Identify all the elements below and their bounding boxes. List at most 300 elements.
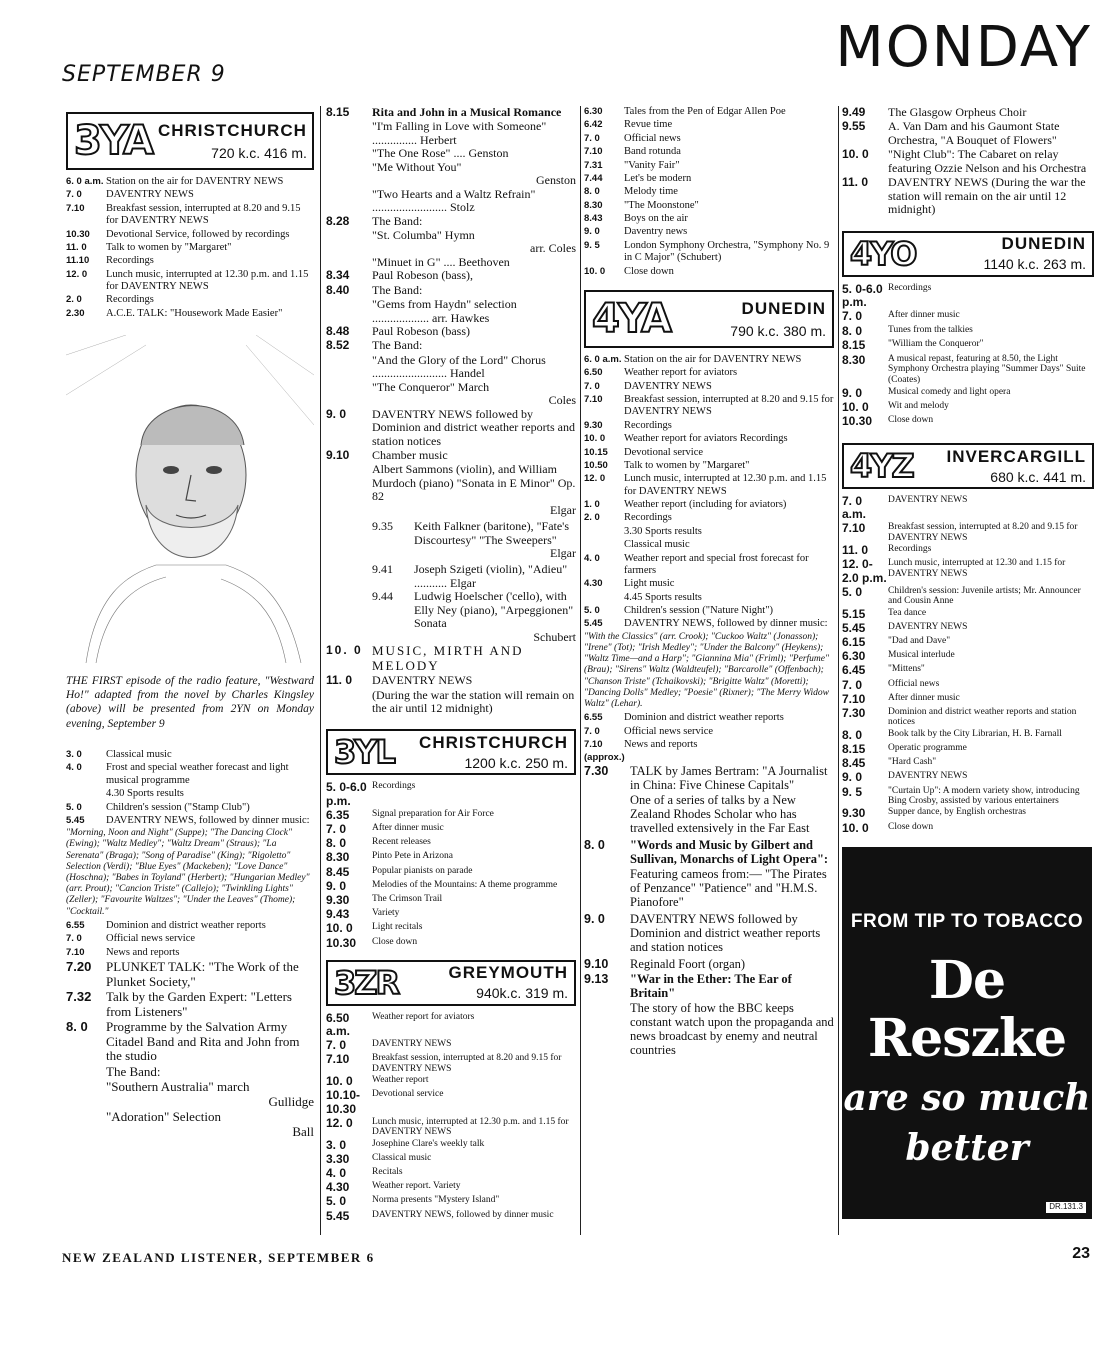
program: DAVENTRY NEWS, followed by dinner music: <box>624 618 828 630</box>
band-item: "Adoration" Selection <box>106 1108 221 1124</box>
time: 5. 0-6.0 p.m. <box>842 281 883 309</box>
time: 9.30 <box>584 419 603 431</box>
program: A.C.E. TALK: "Housework Made Easier" <box>106 307 283 319</box>
ad-headline: FROM TIP TO TOBACCO <box>850 910 1084 932</box>
station-logo: 3ZR <box>334 963 399 1002</box>
schedule-entry <box>326 1075 576 1088</box>
schedule-entry <box>842 707 1094 728</box>
program: "War in the Ether: The Ear of Britain" <box>630 971 792 1000</box>
time: 9. 0 <box>584 911 605 926</box>
time: 9. 0 <box>842 385 863 400</box>
program: Recordings <box>888 544 932 555</box>
time: 8.15 <box>842 741 866 756</box>
program: Official news service <box>106 933 196 945</box>
program: Tales from the Pen of Edgar Allen Poe <box>624 106 786 117</box>
item: Joseph Szigeti (violin), "Adieu" ........... Elgar <box>414 562 568 590</box>
program: Weather report (including for aviators) <box>624 499 787 510</box>
schedule-entry <box>66 960 314 989</box>
schedule-entry <box>66 229 314 241</box>
program: Recordings <box>624 419 672 431</box>
time: 11. 0 <box>842 543 869 558</box>
time: 6.55 <box>584 712 603 724</box>
time: 9. 0 <box>326 878 347 893</box>
schedule-entry <box>66 933 314 945</box>
station-freq: 790 k.c. 380 m. <box>730 322 826 339</box>
program: Devotional Service, followed by recordings <box>106 228 290 240</box>
time: 8. 0 <box>66 1019 88 1035</box>
time: 8.34 <box>326 268 350 283</box>
item: Elgar <box>550 546 576 560</box>
program: Melodies of the Mountains: A theme programme <box>372 879 558 890</box>
time: 4. 0 <box>584 552 600 564</box>
time: 7.10 <box>584 146 603 158</box>
schedule-entry <box>584 605 834 617</box>
program: Talk to women by "Margaret" <box>106 241 232 253</box>
time: 8.15 <box>842 338 866 353</box>
time: 6.35 <box>326 807 350 822</box>
schedule-entry <box>584 186 834 198</box>
station-city: GREYMOUTH <box>448 963 568 983</box>
time: 9.30 <box>326 892 350 907</box>
program: Classical music <box>106 749 172 760</box>
time: 7. 0 a.m. <box>842 493 867 522</box>
column-divider <box>320 106 321 1235</box>
program: Musical interlude <box>888 650 955 661</box>
schedule-entry <box>584 473 834 498</box>
schedule-entry <box>842 729 1094 742</box>
column-1 <box>66 106 314 1140</box>
program: Weather report and special frost forecast for farmers <box>624 552 809 576</box>
schedule-list <box>584 354 834 631</box>
schedule-entry <box>66 762 314 787</box>
time: 10.50 <box>584 459 608 471</box>
program: Close down <box>624 265 674 277</box>
program: 4.45 Sports results <box>624 591 702 603</box>
program: London Symphony Orchestra, "Symphony No. 9 in C Major" (Schubert) <box>624 239 830 264</box>
time <box>66 788 106 800</box>
program: Dominion and district weather reports <box>624 712 784 724</box>
time: 7.10 <box>842 521 866 536</box>
program: DAVENTRY NEWS <box>888 494 968 505</box>
time: 8.40 <box>326 282 350 297</box>
time: 3.30 <box>326 1151 350 1166</box>
program: Let's be modern <box>624 172 692 184</box>
schedule-entry <box>584 499 834 511</box>
schedule-entry <box>842 310 1094 323</box>
time: 9. 0 <box>326 406 347 421</box>
time: 7.10 <box>66 202 85 214</box>
time: 7.32 <box>66 989 92 1005</box>
item: "The One Rose" .... Genston <box>372 146 509 161</box>
time: 7.20 <box>66 959 92 974</box>
time: 10. 0 <box>326 921 353 936</box>
ad-brand: De Reszke <box>867 950 1067 1070</box>
item: Coles <box>548 393 576 408</box>
program: Recordings <box>888 282 932 293</box>
time: 2.30 <box>66 307 85 319</box>
schedule-entry <box>842 544 1094 557</box>
schedule-entry <box>584 240 834 265</box>
schedule-entry <box>842 650 1094 663</box>
program: Recordings <box>372 781 416 792</box>
program: Frost and special weather forecast and light musical programme <box>106 762 289 786</box>
time <box>584 539 624 551</box>
time: 9. 0 <box>584 226 600 238</box>
time: 10.30 <box>326 935 357 950</box>
program: Devotional service <box>372 1089 444 1100</box>
item: Albert Sammons (violin), and William Murdoch (piano) "Sonata in E Minor" Op. 82 <box>372 462 576 504</box>
schedule-entry <box>842 807 1094 820</box>
program: Norma presents "Mystery Island" <box>372 1195 500 1206</box>
time: 8.43 <box>584 213 603 224</box>
schedule-entry <box>66 255 314 267</box>
time: 9.44 <box>372 589 393 604</box>
program: Weather report for aviators <box>372 1011 475 1022</box>
time: 7.31 <box>584 159 603 171</box>
time: 10. 0 <box>842 400 869 414</box>
program: 3.30 Sports results <box>624 525 702 537</box>
program: Recent releases <box>372 837 431 848</box>
column-3 <box>584 106 834 1057</box>
schedule-entry <box>66 242 314 254</box>
program: A musical repast, featuring at 8.50, the Light Symphony Orchestra playing "Summer Days" Suite (Coates) <box>888 353 1086 385</box>
schedule-entry <box>584 726 834 738</box>
item: Ludwig Hoelscher ('cello), with Elly Ney (piano), "Arpeggionen" Sonata <box>414 589 574 631</box>
item: arr. Coles <box>530 241 576 256</box>
schedule-entry <box>326 937 576 950</box>
time: 6. 0 a.m. <box>584 353 622 365</box>
schedule-entry <box>584 213 834 225</box>
time: 2. 0 <box>66 294 82 306</box>
time: 6.55 <box>66 919 85 931</box>
schedule-entry <box>66 920 314 932</box>
time: 5. 0-6.0 p.m. <box>326 780 367 808</box>
program: The Band: <box>372 282 423 297</box>
schedule-entry <box>326 1053 576 1074</box>
program: The Band: <box>372 338 423 353</box>
program: DAVENTRY NEWS <box>372 673 473 688</box>
schedule-entry <box>842 176 1094 216</box>
schedule-entry <box>842 786 1094 807</box>
schedule-entry <box>842 387 1094 400</box>
program: Station on the air for DAVENTRY NEWS <box>106 176 284 187</box>
program: "William the Conqueror" <box>888 339 984 350</box>
schedule-list <box>584 106 834 278</box>
schedule-entry <box>66 1020 314 1064</box>
program: Daventry news <box>624 226 688 238</box>
time: 3. 0 <box>66 749 82 760</box>
schedule-entry <box>66 802 314 814</box>
time: 6.45 <box>842 663 866 678</box>
time: 8.28 <box>326 213 350 228</box>
program: Chamber music <box>372 447 448 462</box>
time: 7.10 <box>842 691 866 706</box>
schedule-entry <box>584 460 834 472</box>
schedule-entry <box>584 173 834 185</box>
program: Light music <box>624 578 675 590</box>
station-freq: 1200 k.c. 250 m. <box>464 755 568 772</box>
item: "Minuet in G" .... Beethoven <box>372 254 510 269</box>
station-4yz-header <box>842 443 1094 489</box>
program: Pinto Pete in Arizona <box>372 851 454 862</box>
schedule-entry <box>66 815 314 827</box>
item: "I'm Falling in Love with Someone" ............... Herbert <box>372 119 547 147</box>
schedule-list <box>584 712 834 751</box>
schedule-entry <box>842 148 1094 175</box>
schedule-entry <box>584 106 834 118</box>
program: Paul Robeson (bass) <box>372 324 470 338</box>
schedule-entry <box>842 608 1094 621</box>
time: 7. 0 <box>842 677 863 692</box>
schedule-entry <box>326 781 576 807</box>
program: "Mittens" <box>888 664 925 675</box>
station-freq: 940k.c. 319 m. <box>476 985 568 1002</box>
schedule-list <box>326 1012 576 1223</box>
schedule-entry <box>584 712 834 724</box>
program: Breakfast session, interrupted at 8.20 and 9.15 for DAVENTRY NEWS <box>106 202 301 227</box>
schedule-entry <box>66 294 314 306</box>
program: News and reports <box>624 738 698 750</box>
footer-publication: NEW ZEALAND LISTENER, SEPTEMBER 6 <box>62 1250 375 1265</box>
program: Lunch music, interrupted at 12.30 p.m. and 1.15 for DAVENTRY NEWS <box>106 268 309 292</box>
time: 6.30 <box>842 649 866 664</box>
program: Talk to women by "Margaret" <box>624 459 750 471</box>
schedule-entry <box>66 269 314 294</box>
schedule-entry <box>326 1167 576 1180</box>
time: 8. 0 <box>584 186 600 198</box>
time: 9.49 <box>842 105 866 119</box>
time: 5. 0 <box>584 605 600 616</box>
program: News and reports <box>106 946 180 958</box>
page-number: 23 <box>1072 1245 1090 1262</box>
time: 5.15 <box>842 606 866 621</box>
station-freq: 720 k.c. 416 m. <box>211 144 307 161</box>
schedule-entry <box>584 381 834 393</box>
schedule-entry <box>842 622 1094 635</box>
time: 5.45 <box>66 814 85 826</box>
program: 4.30 Sports results <box>106 788 184 800</box>
time: 12. 0-2.0 p.m. <box>842 557 887 585</box>
program: Programme by the Salvation Army Citadel Band and Rita and John from the studio <box>106 1019 300 1064</box>
time: 9.13 <box>584 971 609 986</box>
program: MUSIC, MIRTH AND MELODY <box>372 643 524 673</box>
program: Weather report <box>372 1075 429 1086</box>
time: 8.48 <box>326 324 350 338</box>
program: Weather report. Variety <box>372 1181 461 1192</box>
program: Breakfast session, interrupted at 8.20 and 9.15 for DAVENTRY NEWS <box>624 394 834 418</box>
time: 10.10-10.30 <box>326 1088 361 1116</box>
program: "Vanity Fair" <box>624 159 680 171</box>
time: 9.10 <box>326 447 350 462</box>
column-divider <box>838 106 839 1235</box>
page-day: MONDAY <box>835 15 1092 80</box>
song-list <box>326 120 576 214</box>
time: 11.10 <box>66 255 90 267</box>
schedule-entry <box>584 447 834 459</box>
program: Classical music <box>624 539 690 551</box>
time: 11. 0 <box>326 673 353 688</box>
station-logo: 3YA <box>74 118 152 164</box>
program: Variety <box>372 908 400 919</box>
station-logo: 4YZ <box>850 446 913 485</box>
program: "Hard Cash" <box>888 757 937 768</box>
schedule-entry <box>584 367 834 379</box>
time: 5.45 <box>842 620 866 635</box>
program: The Crimson Trail <box>372 893 443 904</box>
schedule-entry <box>66 308 314 320</box>
program: The Glasgow Orpheus Choir <box>888 105 1027 119</box>
program: Musical comedy and light opera <box>888 386 1011 397</box>
schedule-list <box>842 106 1094 217</box>
portrait-caption: THE FIRST episode of the radio feature, "Westward Ho!" adapted from the novel by Charles Kingsley (above) will be presented from 2YN on Monday evening, September 9 <box>66 674 314 730</box>
program: After dinner music <box>372 823 444 834</box>
schedule-entry <box>584 354 834 366</box>
schedule-entry <box>584 526 834 538</box>
item: Keith Falkner (baritone), "Fate's Discourtesy" "The Sweepers" <box>414 519 570 547</box>
station-4ya-header <box>584 290 834 348</box>
station-city: INVERCARGILL <box>946 446 1086 466</box>
program: Signal preparation for Air Force <box>372 808 494 819</box>
time <box>584 592 624 604</box>
time: 7. 0 <box>66 189 82 201</box>
time: 9. 0 <box>842 770 863 785</box>
time: 9. 5 <box>842 784 863 799</box>
program: DAVENTRY NEWS <box>106 189 194 201</box>
program: Dominion and district weather reports <box>106 919 266 931</box>
schedule-entry <box>842 743 1094 756</box>
time: 9.35 <box>372 519 393 534</box>
schedule-list <box>842 283 1094 429</box>
column-2 <box>326 106 576 1224</box>
schedule-entry <box>326 894 576 907</box>
program: Official news <box>624 132 681 144</box>
time: 5.45 <box>584 618 603 630</box>
time: 12. 0 <box>66 268 88 280</box>
station-4yo-header <box>842 231 1094 277</box>
schedule-entry <box>842 822 1094 835</box>
program: Boys on the air <box>624 213 688 224</box>
program: DAVENTRY NEWS followed by Dominion and district weather reports and station notices <box>372 406 575 448</box>
program: Band rotunda <box>624 146 681 158</box>
program: DAVENTRY NEWS <box>372 1039 452 1050</box>
schedule-entry <box>842 586 1094 607</box>
time: 3. 0 <box>326 1137 347 1152</box>
schedule-entry <box>842 415 1094 428</box>
time: 10. 0 <box>326 1074 353 1089</box>
time: 10. 0 <box>584 265 606 277</box>
schedule-entry <box>66 176 314 188</box>
time: 7.10 <box>66 946 85 958</box>
time: 9. 5 <box>584 239 600 251</box>
program: DAVENTRY NEWS <box>888 771 968 782</box>
program: Children's session ("Stamp Club") <box>106 801 250 813</box>
dinner-music-list: "With the Classics" (arr. Crook); "Cuckoo Waltz" (Jonasson); "Irene" (Tot); "Irish Medley"; "Under the Balcony" (Heykens); "Waltz Time—and a Harp"; "Giannina Mia" (Friml); "Perfume" (Brau); "Sirens" Waltz (Waldteufel); "Barcarolle" (Offenbach); "Chanson Triste" (Tchaikovski); "Brigitte Waltz" (Moretti); "Dancing Dolls" Medley; "Poesie" (Rixner); "The Merry Widow Waltz" (Lehar). <box>584 631 829 709</box>
program: Recordings <box>106 294 154 306</box>
band-item: "Southern Australia" march <box>106 1078 250 1094</box>
program: "Dad and Dave" <box>888 635 951 646</box>
schedule-entry <box>326 1089 576 1115</box>
program: Lunch music, interrupted at 12.30 p.m. and 1.15 for DAVENTRY NEWS <box>624 473 827 497</box>
time: 4.30 <box>326 1180 350 1195</box>
item: "Two Hearts and a Waltz Refrain" ......................... Stolz <box>372 186 536 215</box>
schedule-entry <box>66 189 314 201</box>
program: Devotional service <box>624 446 704 458</box>
schedule-entry <box>842 558 1094 584</box>
station-freq: 680 k.c. 441 m. <box>990 468 1086 485</box>
program: Paul Robeson (bass), <box>372 268 473 283</box>
schedule-entry <box>326 866 576 879</box>
program: Station on the air for DAVENTRY NEWS <box>624 353 802 365</box>
program: "Words and Music by Gilbert and Sullivan, Monarchs of Light Opera": <box>630 837 829 866</box>
approx-note: (approx.) <box>584 752 625 764</box>
schedule-entry <box>842 495 1094 521</box>
program: After dinner music <box>888 692 960 703</box>
program: Revue time <box>624 119 673 131</box>
time: 8.30 <box>326 850 350 865</box>
program: DAVENTRY NEWS <box>624 380 712 392</box>
program: Children's session: Juvenile artists; Mr. Announcer and Cousin Anne <box>888 585 1081 607</box>
schedule-list <box>326 781 576 949</box>
program: DAVENTRY NEWS (During the war the station will remain on the air until 12 midnight) <box>888 175 1086 217</box>
program: Melody time <box>624 186 678 198</box>
schedule-entry <box>326 1039 576 1052</box>
schedule-entry <box>326 1139 576 1152</box>
time: 10. 0 <box>584 433 606 445</box>
schedule-entry <box>842 771 1094 784</box>
de-reszke-advertisement <box>842 847 1092 1219</box>
schedule-entry <box>584 420 834 432</box>
item: Genston <box>536 173 576 188</box>
program: Reginald Foort (organ) <box>630 956 746 971</box>
schedule-list <box>66 176 314 320</box>
schedule-entry <box>842 325 1094 338</box>
schedule-entry <box>584 394 834 419</box>
ad-slogan: are so much <box>843 1077 1091 1120</box>
station-city: DUNEDIN <box>741 298 826 318</box>
time: 12. 0 <box>326 1115 353 1130</box>
program: Close down <box>888 415 934 426</box>
dinner-music-list: "Morning, Noon and Night" (Suppe); "The Dancing Clock" (Ewing); "Waltz Medley"; "Waltz Dream" (Straus); "La Serenata" (Braga); "Song of Paradise" (King); "Rigoletto" Selection (Verdi); "Blue Eyes" (Mackeben); "Love Dance" (Hoschna); "Babes in Toyland" (Herbert); "Hungarian Medley" (arr. Prout); "Cancion Triste" (Callejo); "Twinkling Lights" (Zeller); "Favourite Waltzes"; "Under the Leaves" (Thome); "Cocktail." <box>66 828 310 917</box>
program: Josephine Clare's weekly talk <box>372 1138 485 1149</box>
band-composer: Ball <box>292 1123 314 1139</box>
time: 7.44 <box>584 172 603 184</box>
schedule-entry <box>326 908 576 921</box>
time: 5. 0 <box>326 1194 347 1209</box>
time: 5.45 <box>326 1208 350 1223</box>
time: 6.50 a.m. <box>326 1010 351 1038</box>
schedule-entry <box>326 823 576 836</box>
item: Featuring cameos from:— "The Pirates of Penzance" "Patience" and "H.M.S. Pianofore" <box>630 866 827 909</box>
time: 7. 0 <box>584 132 600 144</box>
time: 7. 0 <box>842 309 863 324</box>
program: Official news service <box>624 725 714 737</box>
program: Operatic programme <box>888 742 967 753</box>
schedule-entry <box>326 1181 576 1194</box>
station-freq: 1140 k.c. 263 m. <box>983 256 1086 273</box>
schedule-entry <box>842 757 1094 770</box>
schedule-entry <box>584 578 834 590</box>
time: 5. 0 <box>66 801 82 813</box>
time: 7.10 <box>326 1052 350 1067</box>
item: One of a series of talks by a New Zealand Rhodes Scholar who has travelled extensively in the Far East <box>630 792 810 835</box>
schedule-entry <box>584 553 834 578</box>
time: 10. 0 <box>842 147 869 162</box>
program: Dominion and district weather reports and station notices <box>888 706 1077 728</box>
schedule-entry <box>842 106 1094 119</box>
program: "Night Club": The Cabaret on relay featuring Ozzie Nelson and his Orchestra <box>888 147 1087 175</box>
program: Light recitals <box>372 922 423 933</box>
item: "Gems from Haydn" selection ................... arr. Hawkes <box>372 297 517 325</box>
